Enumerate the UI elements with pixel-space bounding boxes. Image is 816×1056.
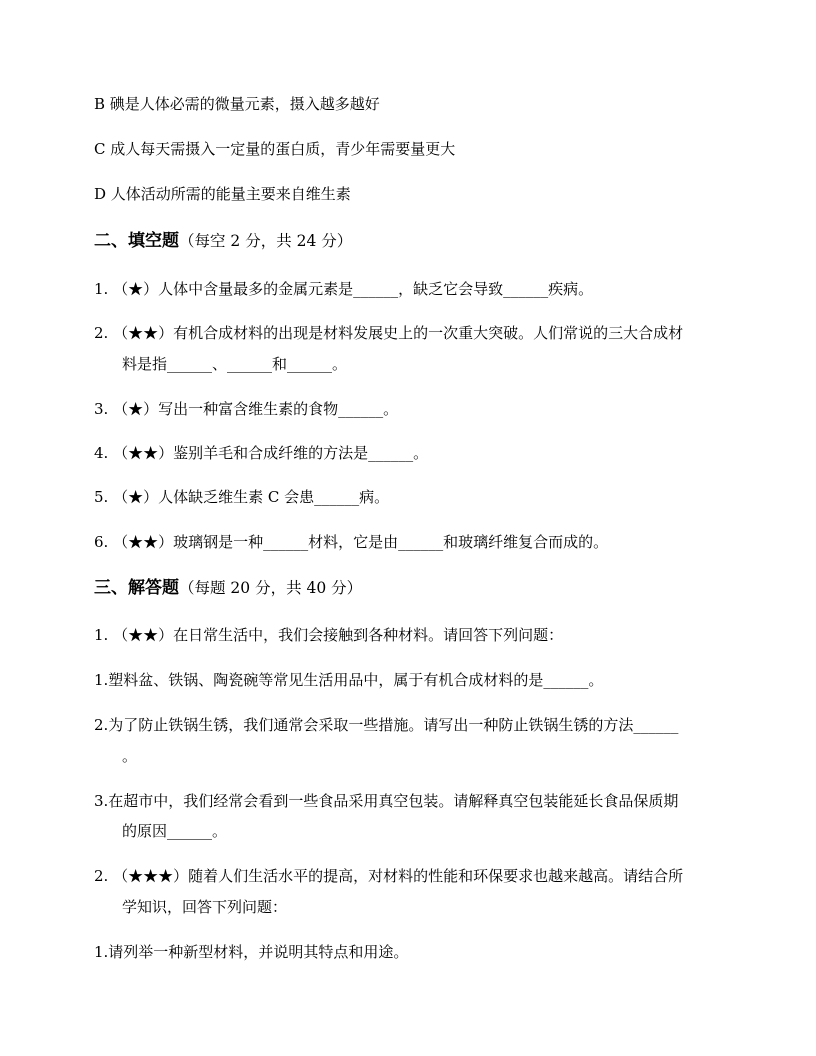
choice-option-c: C 成人每天需摄入一定量的蛋白质，青少年需要量更大 [94,140,456,158]
answer-question-2-part-1: 1.请列举一种新型材料，并说明其特点和用途。 [94,943,409,961]
section-heading-fill-in [94,225,720,258]
fill-question-2-continued: 料是指______、______和______。 [122,355,348,373]
section-title: 二、填空题 [94,231,179,251]
section-score-note: （每空 2 分，共 24 分） [179,232,353,250]
answer-question-1-part-3: 3.在超市中，我们经常会看到一些食品采用真空包装。请解释真空包装能延长食品保质期 [94,792,679,810]
choice-option-b: B 碘是人体必需的微量元素，摄入越多越好 [94,95,380,113]
fill-question-2: 2. （★★）有机合成材料的出现是材料发展史上的一次重大突破。人们常说的三大合成材 [94,324,684,342]
fill-question-4: 4. （★★）鉴别羊毛和合成纤维的方法是______。 [94,444,429,462]
fill-question-6: 6. （★★）玻璃钢是一种______材料，它是由______和玻璃纤维复合而成的。 [94,533,609,551]
fill-question-3: 3. （★）写出一种富含维生素的食物______。 [94,400,399,418]
answer-question-1-part-2: 2.为了防止铁锅生锈，我们通常会采取一些措施。请写出一种防止铁锅生锈的方法______ [94,716,679,734]
answer-question-1: 1. （★★）在日常生活中，我们会接触到各种材料。请回答下列问题： [94,626,564,644]
answer-question-1-part-2-continued: 。 [122,747,138,765]
fill-question-5: 5. （★）人体缺乏维生素 C 会患______病。 [94,488,390,506]
answer-question-1-part-3-continued: 的原因______。 [122,822,228,840]
choice-option-d: D 人体活动所需的能量主要来自维生素 [94,185,351,203]
answer-question-2-continued: 学知识，回答下列问题： [122,898,288,916]
section-title: 三、解答题 [94,578,179,598]
answer-question-2: 2. （★★★）随着人们生活水平的提高，对材料的性能和环保要求也越来越高。请结合所 [94,867,684,885]
section-heading-answer [94,572,720,605]
fill-question-1: 1. （★）人体中含量最多的金属元素是______，缺乏它会导致______疾病。 [94,280,594,298]
section-score-note: （每题 20 分，共 40 分） [179,579,363,597]
answer-question-1-part-1: 1.塑料盆、铁锅、陶瓷碗等常见生活用品中，属于有机合成材料的是______。 [94,671,604,689]
